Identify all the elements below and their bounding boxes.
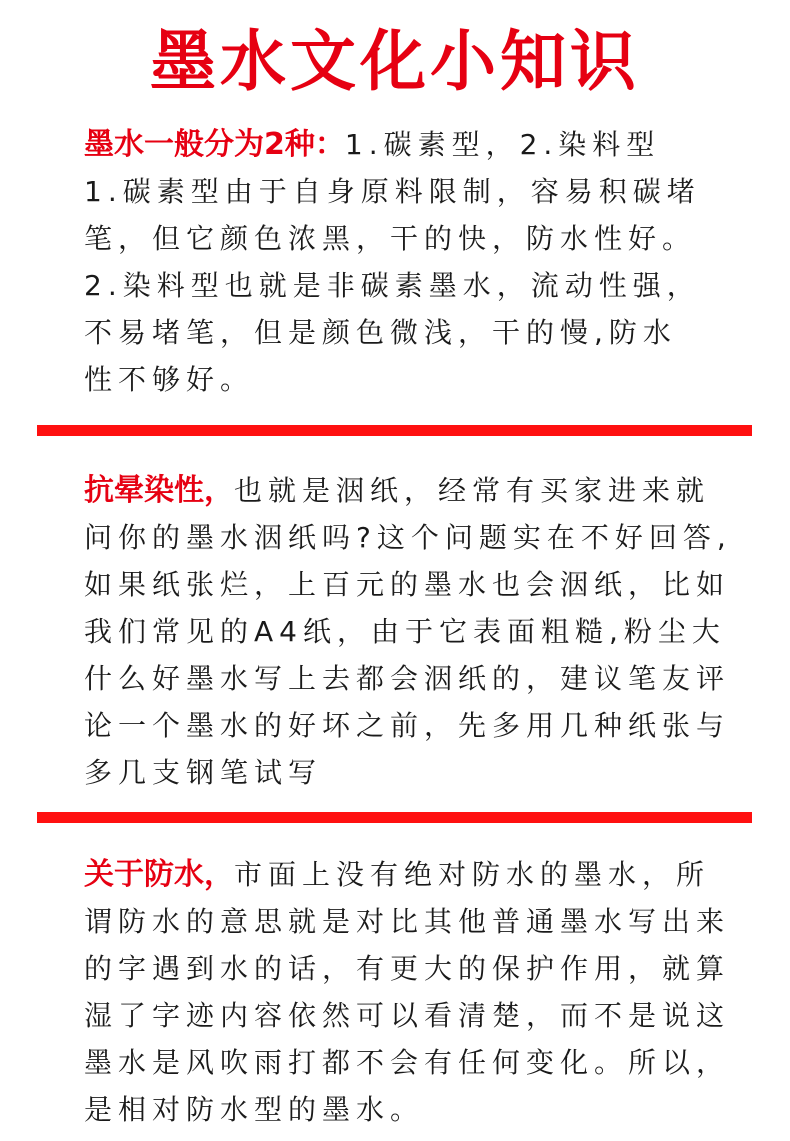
paragraph-text: 市面上没有绝对防水的墨水，所: [234, 858, 711, 891]
page-title: 墨水文化小知识: [150, 23, 640, 100]
paragraph-line: 湿了字迹内容依然可以看清楚，而不是说这: [84, 999, 731, 1032]
paragraph-line: 多几支钢笔试写: [84, 756, 323, 789]
paragraph-line: 不易堵笔，但是颜色微浅，干的慢,防水: [84, 316, 677, 349]
paragraph-line: 是相对防水型的墨水。: [84, 1093, 425, 1126]
paragraph-line: 如果纸张烂，上百元的墨水也会洇纸，比如: [84, 568, 731, 601]
paragraph-line: 2.染料型也就是非碳素墨水，流动性强，: [84, 269, 701, 302]
section-divider: [37, 425, 752, 436]
paragraph-line: 性不够好。: [84, 363, 255, 396]
paragraph-line: [84, 121, 724, 168]
paragraph-text: 1.碳素型，2.染料型: [344, 128, 661, 161]
paragraph-line: 的字遇到水的话，有更大的保护作用，就算: [84, 952, 731, 985]
paragraph-line: 问你的墨水洇纸吗?这个问题实在不好回答,: [84, 521, 732, 554]
section-lead: 抗晕染性，: [84, 473, 234, 508]
section-waterproof: [84, 851, 731, 1133]
paragraph-line: 1.碳素型由于自身原料限制，容易积碳堵: [84, 175, 701, 208]
paragraph-text: 也就是洇纸，经常有买家进来就: [234, 474, 711, 507]
section-divider: [37, 812, 752, 823]
section-anti-bleed: [84, 467, 732, 796]
paragraph-line: 论一个墨水的好坏之前，先多用几种纸张与: [84, 709, 731, 742]
paragraph-line: 什么好墨水写上去都会洇纸的，建议笔友评: [84, 662, 731, 695]
paragraph-line: 我们常见的A4纸，由于它表面粗糙,粉尘大: [84, 615, 726, 648]
section-lead: 关于防水，: [84, 857, 234, 892]
section-ink-types: [84, 121, 724, 403]
paragraph-line: [84, 467, 724, 514]
paragraph-line: [84, 851, 724, 898]
paragraph-line: 谓防水的意思就是对比其他普通墨水写出来: [84, 905, 731, 938]
paragraph-line: 笔，但它颜色浓黑，干的快，防水性好。: [84, 222, 697, 255]
section-lead: 墨水一般分为2种：: [84, 127, 345, 162]
paragraph-line: 墨水是风吹雨打都不会有任何变化。所以，: [84, 1046, 731, 1079]
